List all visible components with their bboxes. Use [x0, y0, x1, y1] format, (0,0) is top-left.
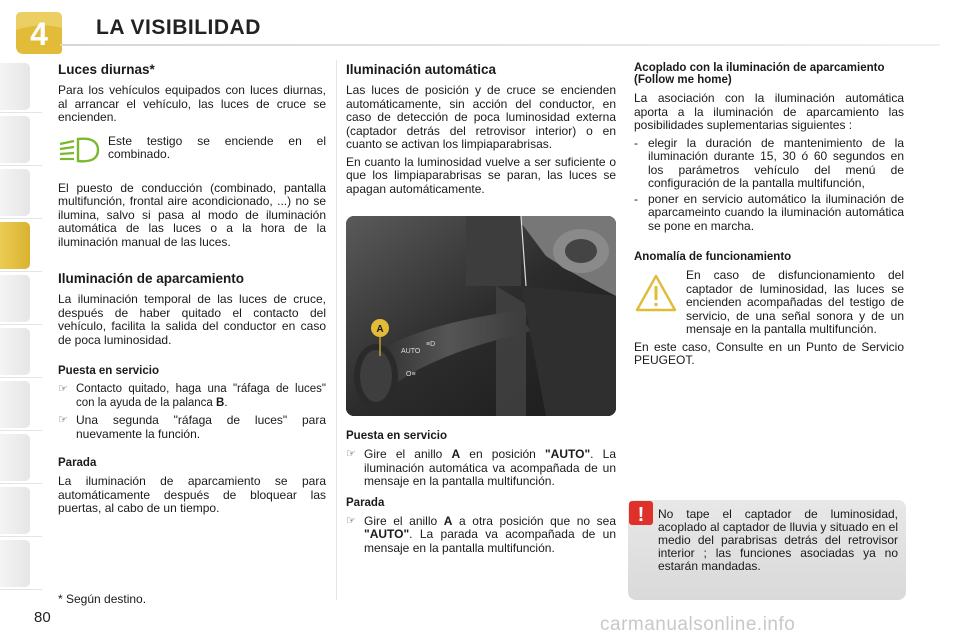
parking-stop-heading: Parada: [58, 457, 97, 469]
parking-start-step-1: ☞ Contacto quitado, haga una "ráfaga de luces" con la ayuda de la palanca B.: [58, 383, 326, 409]
auto-stop-heading: Parada: [346, 496, 385, 509]
parking-stop-body: La iluminación de aparcamiento se para automáticamente después de bloquear las puertas, al cabo de un tiempo.: [58, 474, 326, 515]
exclamation-icon: [628, 500, 654, 526]
chapter-tab[interactable]: [0, 537, 42, 590]
follow-me-home-heading: Acoplado con la iluminación de aparcamiento (Follow me home): [634, 62, 885, 86]
daylight-indicator-icon: [58, 135, 108, 170]
page-number: 80: [34, 609, 51, 626]
chapter-tab[interactable]: [0, 431, 42, 484]
auto-start-step: ☞ Gire el anillo A en posición "AUTO". La iluminación automática va acompañada de un mensaje en la pantalla multifunción.: [346, 447, 616, 488]
daylights-heading: Luces diurnas*: [58, 62, 155, 77]
header-rule: [60, 44, 940, 46]
chapter-tab[interactable]: [0, 166, 42, 219]
parking-light-body: La iluminación temporal de las luces de cruce, después de haber quitado el contacto del vehículo, facilita la salida del conductor en caso de poca luminosidad.: [58, 292, 326, 347]
chapter-tabs: [0, 60, 42, 590]
auto-lighting-p1: Las luces de posición y de cruce se encienden automáticamente, sin acción del conductor, en caso de detección de poca luminosidad externa (captador detrás del retrovisor interior) o en cuanto se activan los limpiaparabrisas.: [346, 83, 616, 151]
chapter-tab-active[interactable]: [0, 219, 42, 272]
fault-text: En caso de disfuncionamiento del captador de luminosidad, las luces se encienden acompañadas del testigo de servicio, de una señal sonora y de un mensaje en la pantalla multifunción.: [686, 268, 904, 336]
chapter-tab[interactable]: [0, 60, 42, 113]
daylights-intro: Para los vehículos equipados con luces diurnas, al arrancar el vehículo, las luces de cruce se encienden.: [58, 83, 326, 124]
chapter-number: 4: [30, 16, 48, 52]
daylight-indicator-text: Este testigo se enciende en el combinado.: [108, 133, 326, 161]
auto-lighting-heading: Iluminación automática: [346, 62, 497, 77]
lighting-stalk-photo: [346, 216, 616, 416]
fault-row: [634, 269, 904, 341]
auto-lighting-p2: En cuanto la luminosidad vuelve a ser suficiente o que los limpiaparabrisas se paran, las luces se apagan automáticamente.: [346, 154, 616, 196]
sensor-notice-box: [628, 500, 906, 600]
column-divider: [336, 60, 337, 600]
parking-start-step-2: ☞ Una segunda "ráfaga de luces" para nuevamente la función.: [58, 413, 326, 441]
chapter-badge: [12, 8, 66, 56]
pointer-icon: ☞: [58, 414, 68, 426]
chapter-tab[interactable]: [0, 113, 42, 166]
svg-text:!: !: [637, 504, 645, 526]
fault-heading: Anomalía de funcionamiento: [634, 251, 792, 263]
svg-text:O≡: O≡: [406, 371, 416, 378]
footnote: * Según destino.: [58, 592, 147, 606]
svg-text:AUTO: AUTO: [401, 348, 421, 355]
sensor-notice-text: No tape el captador de luminosidad, acoplado al captador de lluvia y situado en el medio del parabrisas detrás del retrovisor interior ; las funciones asociadas ya no estarán mandadas.: [658, 507, 898, 573]
auto-stop-step: ☞ Gire el anillo A a otra posición que no sea "AUTO". La parada va acompañada de un mensaje en la pantalla multifunción.: [346, 513, 616, 555]
watermark: carmanualsonline.info: [600, 614, 796, 635]
warning-triangle-icon: [634, 269, 686, 318]
right-column: [634, 62, 904, 372]
follow-me-home-body: La asociación con la iluminación automática aporta a la iluminación de aparcamiento las posibilidades suplementarias siguientes :: [634, 91, 904, 132]
pointer-icon: ☞: [346, 514, 356, 527]
chapter-tab[interactable]: [0, 378, 42, 431]
left-column: [58, 62, 326, 520]
chapter-tab[interactable]: [0, 484, 42, 537]
chapter-tab[interactable]: [0, 325, 42, 378]
chapter-tab[interactable]: [0, 272, 42, 325]
daylight-indicator-row: [58, 135, 326, 170]
parking-start-heading: Puesta en servicio: [58, 365, 159, 377]
ring-a-label: A: [376, 324, 384, 335]
pointer-icon: ☞: [58, 383, 68, 395]
pointer-icon: ☞: [346, 448, 356, 460]
follow-me-home-option-2: - poner en servicio automático la iluminación de aparcameinto cuando la iluminación automática se pone en marcha.: [634, 191, 904, 233]
svg-text:≡D: ≡D: [426, 341, 436, 348]
parking-light-heading: Iluminación de aparcamiento: [58, 271, 245, 286]
auto-start-heading: Puesta en servicio: [346, 430, 447, 442]
fault-text-2: En este caso, Consulte en un Punto de Servicio PEUGEOT.: [634, 339, 904, 367]
page-title: LA VISIBILIDAD: [96, 16, 261, 39]
follow-me-home-option-1: - elegir la duración de mantenimiento de la iluminación durante 15, 30 ó 60 segundos en los parámetros vehículo del menú de configuración de la pantalla multifunción,: [634, 135, 904, 190]
daylights-body: El puesto de conducción (combinado, pantalla multifunción, frontal aire acondicionado, ...) no se ilumina, salvo si pasa al modo de iluminación automática de las luces o a la hora de la iluminación manual de las luces.: [58, 180, 326, 249]
middle-column: [346, 62, 616, 559]
